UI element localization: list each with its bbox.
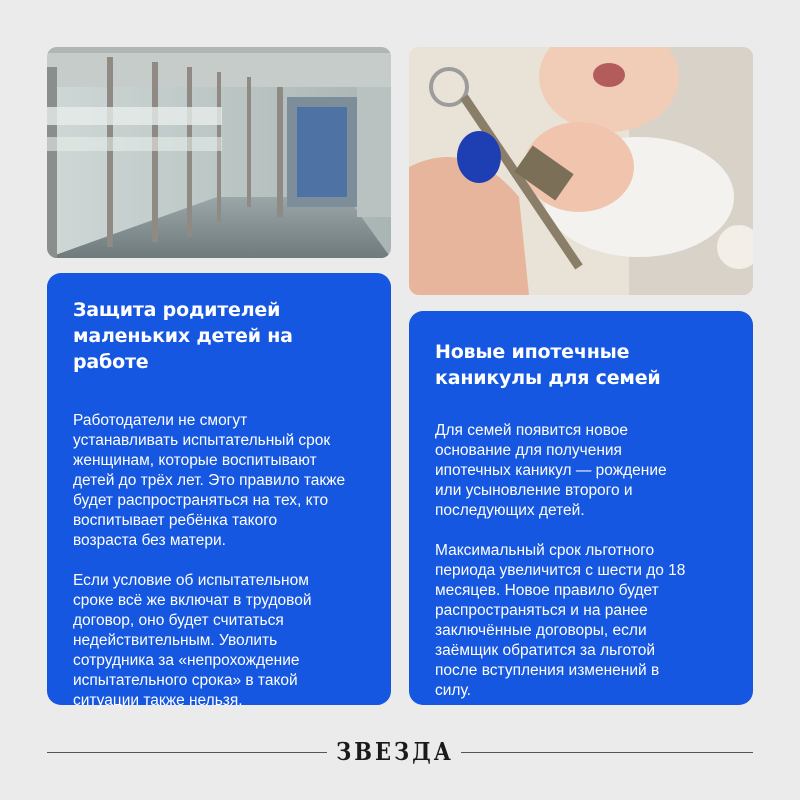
mortgage-holidays-card bbox=[409, 311, 753, 705]
card-paragraph: Максимальный срок льготного периода увеличится с шести до 18 месяцев. Новое правило будет распространяться и на ранее заключённые договоры, если заёмщик обратится за льготой после вступления изменений в силу. bbox=[435, 542, 686, 699]
parents-protection-card bbox=[47, 273, 391, 709]
footer-divider bbox=[461, 752, 753, 753]
card-title: Новые ипотечные каникулы для семей bbox=[435, 341, 661, 389]
baby-keys-photo bbox=[409, 47, 753, 295]
office-corridor-photo bbox=[47, 47, 391, 258]
card-title: Защита родителей маленьких детей на работе bbox=[73, 299, 293, 373]
card-paragraph: Если условие об испытательном сроке всё же включат в трудовой договор, оно будет считаться недействительным. Уволить сотрудника за «непрохождение испытательного срока» в такой ситуации также нельзя. bbox=[73, 572, 312, 709]
brand-logo: ЗВЕЗДА bbox=[336, 737, 454, 766]
card-paragraph: Работодатели не смогут устанавливать испытательный срок женщинам, которые воспитывают детей до трёх лет. Это правило также будет распространяться на тех, кто воспитывает ребёнка такого возраста без матери. bbox=[73, 412, 346, 549]
card-paragraph: Для семей появится новое основание для получения ипотечных каникул — рождение или усыновление второго и последующих детей. bbox=[435, 422, 667, 519]
footer bbox=[47, 737, 753, 767]
footer-divider bbox=[47, 752, 327, 753]
